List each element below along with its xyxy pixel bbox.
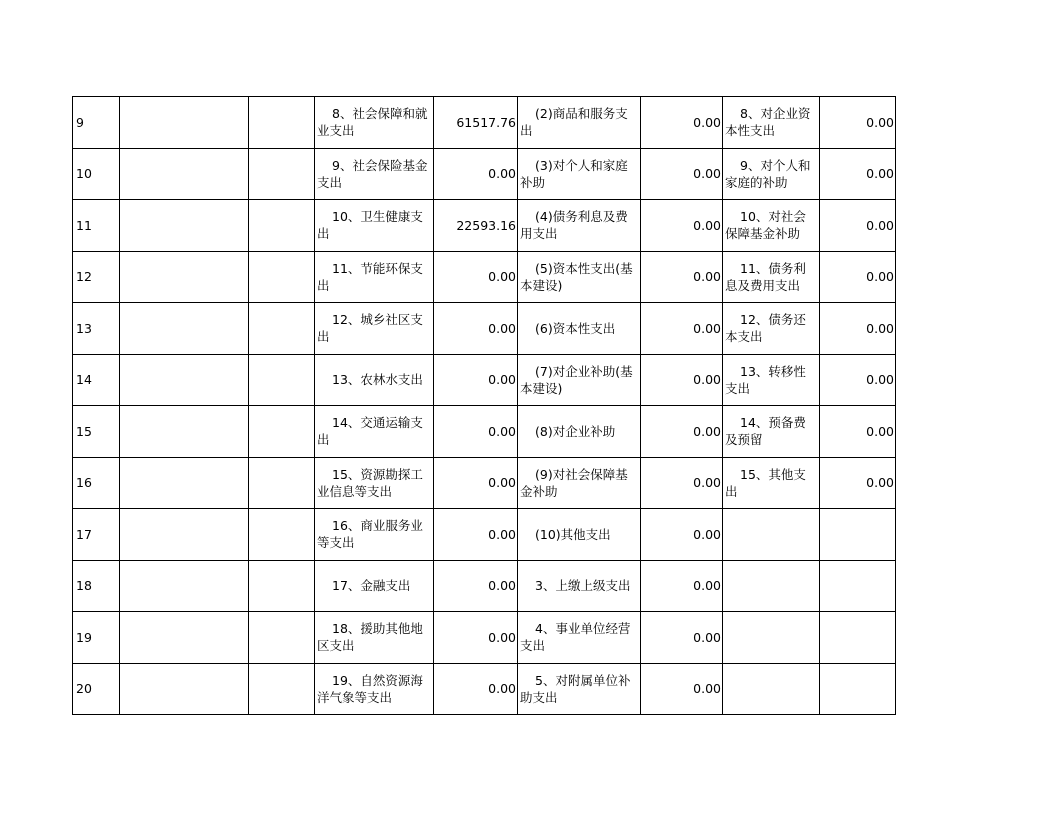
expenditure-function-label-cell: 11、节能环保支出 [315, 251, 434, 303]
expenditure-category-label-cell: (5)资本性支出(基本建设) [518, 251, 641, 303]
blank-cell [249, 612, 315, 664]
blank-cell [120, 457, 249, 509]
row-number-cell: 18 [73, 560, 120, 612]
blank-cell [249, 663, 315, 715]
row-number-cell: 15 [73, 406, 120, 458]
blank-cell [249, 406, 315, 458]
blank-cell [120, 663, 249, 715]
economic-category-label-cell: 12、债务还本支出 [723, 303, 820, 355]
table-row [73, 663, 896, 715]
expenditure-category-amount-cell: 0.00 [641, 406, 723, 458]
blank-cell [249, 97, 315, 149]
row-number-cell: 20 [73, 663, 120, 715]
expenditure-function-amount-cell: 0.00 [434, 303, 518, 355]
expenditure-category-label-cell: 4、事业单位经营支出 [518, 612, 641, 664]
table-row [73, 509, 896, 561]
table-row [73, 354, 896, 406]
blank-cell [249, 251, 315, 303]
blank-cell [249, 354, 315, 406]
economic-category-label-cell [723, 509, 820, 561]
expenditure-category-amount-cell: 0.00 [641, 354, 723, 406]
economic-category-amount-cell: 0.00 [820, 148, 896, 200]
table-row [73, 148, 896, 200]
blank-cell [249, 303, 315, 355]
blank-cell [120, 509, 249, 561]
expenditure-function-label-cell: 8、社会保障和就业支出 [315, 97, 434, 149]
blank-cell [249, 200, 315, 252]
row-number-cell: 13 [73, 303, 120, 355]
expenditure-function-label-cell: 15、资源勘探工业信息等支出 [315, 457, 434, 509]
expenditure-category-amount-cell: 0.00 [641, 200, 723, 252]
economic-category-amount-cell: 0.00 [820, 354, 896, 406]
blank-cell [120, 97, 249, 149]
economic-category-label-cell: 9、对个人和家庭的补助 [723, 148, 820, 200]
blank-cell [249, 148, 315, 200]
economic-category-label-cell: 11、债务利息及费用支出 [723, 251, 820, 303]
expenditure-function-amount-cell: 0.00 [434, 509, 518, 561]
expenditure-category-label-cell: 5、对附属单位补助支出 [518, 663, 641, 715]
expenditure-function-label-cell: 12、城乡社区支出 [315, 303, 434, 355]
economic-category-label-cell: 15、其他支出 [723, 457, 820, 509]
blank-cell [120, 148, 249, 200]
expenditure-category-label-cell: (8)对企业补助 [518, 406, 641, 458]
economic-category-amount-cell: 0.00 [820, 406, 896, 458]
economic-category-label-cell [723, 612, 820, 664]
expenditure-function-amount-cell: 0.00 [434, 663, 518, 715]
blank-cell [120, 200, 249, 252]
table-body [73, 97, 896, 715]
economic-category-label-cell: 14、预备费及预留 [723, 406, 820, 458]
expenditure-function-amount-cell: 0.00 [434, 251, 518, 303]
economic-category-amount-cell: 0.00 [820, 200, 896, 252]
blank-cell [120, 560, 249, 612]
economic-category-amount-cell [820, 663, 896, 715]
expenditure-category-label-cell: (10)其他支出 [518, 509, 641, 561]
expenditure-function-amount-cell: 0.00 [434, 457, 518, 509]
budget-expenditure-sheet [72, 96, 896, 715]
economic-category-amount-cell: 0.00 [820, 251, 896, 303]
blank-cell [249, 509, 315, 561]
expenditure-category-label-cell: (2)商品和服务支出 [518, 97, 641, 149]
row-number-cell: 17 [73, 509, 120, 561]
expenditure-function-label-cell: 10、卫生健康支出 [315, 200, 434, 252]
expenditure-category-amount-cell: 0.00 [641, 560, 723, 612]
table-row [73, 457, 896, 509]
economic-category-amount-cell: 0.00 [820, 303, 896, 355]
row-number-cell: 11 [73, 200, 120, 252]
table-row [73, 612, 896, 664]
expenditure-function-label-cell: 13、农林水支出 [315, 354, 434, 406]
blank-cell [249, 457, 315, 509]
expenditure-category-amount-cell: 0.00 [641, 612, 723, 664]
expenditure-table [72, 96, 896, 715]
expenditure-category-amount-cell: 0.00 [641, 663, 723, 715]
expenditure-category-label-cell: (3)对个人和家庭补助 [518, 148, 641, 200]
expenditure-category-label-cell: (6)资本性支出 [518, 303, 641, 355]
economic-category-amount-cell [820, 560, 896, 612]
expenditure-function-label-cell: 18、援助其他地区支出 [315, 612, 434, 664]
expenditure-category-label-cell: (7)对企业补助(基本建设) [518, 354, 641, 406]
expenditure-function-label-cell: 14、交通运输支出 [315, 406, 434, 458]
expenditure-function-label-cell: 17、金融支出 [315, 560, 434, 612]
row-number-cell: 10 [73, 148, 120, 200]
economic-category-label-cell: 10、对社会保障基金补助 [723, 200, 820, 252]
table-row [73, 200, 896, 252]
economic-category-amount-cell [820, 509, 896, 561]
row-number-cell: 16 [73, 457, 120, 509]
economic-category-label-cell [723, 560, 820, 612]
expenditure-function-amount-cell: 0.00 [434, 560, 518, 612]
expenditure-function-amount-cell: 0.00 [434, 406, 518, 458]
expenditure-function-label-cell: 16、商业服务业等支出 [315, 509, 434, 561]
blank-cell [249, 560, 315, 612]
expenditure-function-label-cell: 9、社会保险基金支出 [315, 148, 434, 200]
expenditure-function-label-cell: 19、自然资源海洋气象等支出 [315, 663, 434, 715]
row-number-cell: 9 [73, 97, 120, 149]
expenditure-category-label-cell: (9)对社会保障基金补助 [518, 457, 641, 509]
table-row [73, 97, 896, 149]
row-number-cell: 14 [73, 354, 120, 406]
expenditure-function-amount-cell: 0.00 [434, 354, 518, 406]
expenditure-function-amount-cell: 0.00 [434, 612, 518, 664]
expenditure-function-amount-cell: 22593.16 [434, 200, 518, 252]
expenditure-category-amount-cell: 0.00 [641, 97, 723, 149]
table-row [73, 303, 896, 355]
expenditure-category-amount-cell: 0.00 [641, 457, 723, 509]
row-number-cell: 12 [73, 251, 120, 303]
expenditure-category-label-cell: 3、上缴上级支出 [518, 560, 641, 612]
expenditure-category-amount-cell: 0.00 [641, 148, 723, 200]
economic-category-amount-cell: 0.00 [820, 97, 896, 149]
expenditure-category-label-cell: (4)债务利息及费用支出 [518, 200, 641, 252]
table-row [73, 251, 896, 303]
expenditure-function-amount-cell: 61517.76 [434, 97, 518, 149]
table-row [73, 406, 896, 458]
blank-cell [120, 612, 249, 664]
blank-cell [120, 354, 249, 406]
blank-cell [120, 406, 249, 458]
economic-category-amount-cell: 0.00 [820, 457, 896, 509]
blank-cell [120, 303, 249, 355]
expenditure-function-amount-cell: 0.00 [434, 148, 518, 200]
blank-cell [120, 251, 249, 303]
expenditure-category-amount-cell: 0.00 [641, 251, 723, 303]
economic-category-label-cell: 13、转移性支出 [723, 354, 820, 406]
expenditure-category-amount-cell: 0.00 [641, 303, 723, 355]
economic-category-label-cell [723, 663, 820, 715]
economic-category-amount-cell [820, 612, 896, 664]
table-row [73, 560, 896, 612]
expenditure-category-amount-cell: 0.00 [641, 509, 723, 561]
economic-category-label-cell: 8、对企业资本性支出 [723, 97, 820, 149]
row-number-cell: 19 [73, 612, 120, 664]
